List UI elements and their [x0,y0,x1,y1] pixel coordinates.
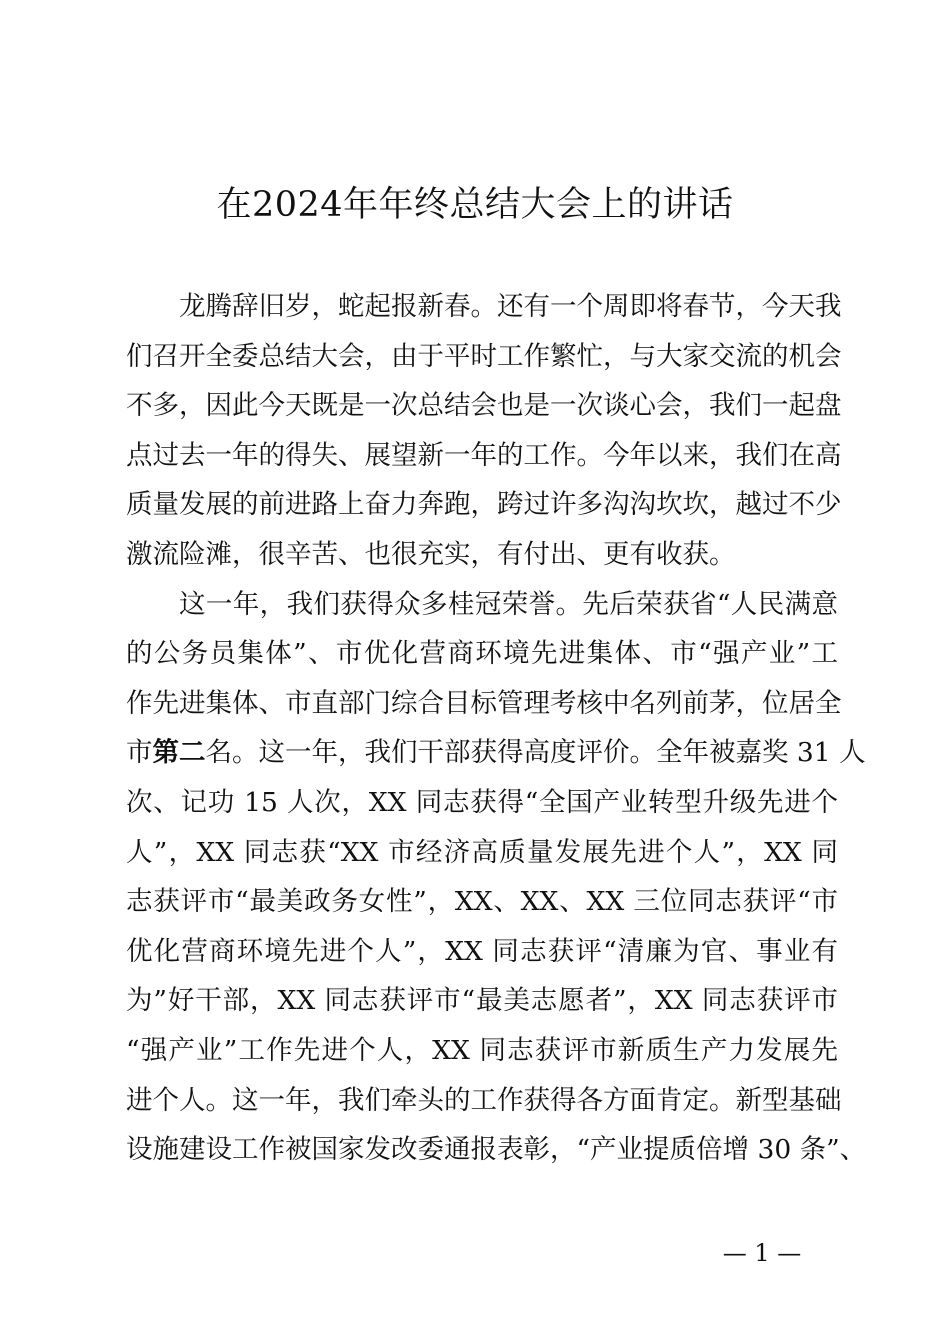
paragraph-line: 点过去一年的得失、展望新一年的工作。今年以来，我们在高 [126,439,842,471]
paragraph-line: 们召开全委总结大会，由于平时工作繁忙，与大家交流的机会 [126,340,842,372]
paragraph-line-with-emphasis [126,728,866,778]
paragraph-line: 作先进集体、市直部门综合目标管理考核中名列前茅，位居全 [126,687,842,719]
page-number: — 1 — [722,1239,802,1267]
paragraph-achievements [126,580,867,1175]
paragraph-line: 为”好干部，XX 同志获评市“最美志愿者”，XX 同志获评市 [126,985,838,1017]
paragraph-line: 的公务员集体”、市优化营商环境先进集体、市“强产业”工 [126,638,838,670]
paragraph-line: 质量发展的前进路上奋力奔跑，跨过许多沟沟坎坎，越过不少 [126,489,842,521]
paragraph-line: 不多，因此今天既是一次总结会也是一次谈心会，我们一起盘 [126,390,842,422]
line-suffix: 名。这一年，我们干部获得高度评价。全年被嘉奖 31 人 [205,737,866,769]
paragraph-line: 这一年，我们获得众多桂冠荣誉。先后荣获省“人民满意 [179,588,838,620]
paragraph-line: 人”，XX 同志获“XX 市经济高质量发展先进个人”，XX 同 [126,836,838,868]
paragraph-line: 志获评市“最美政务女性”，XX、XX、XX 三位同志获评“市 [126,886,838,918]
paragraph-line: 进个人。这一年，我们牵头的工作获得各方面肯定。新型基础 [126,1084,842,1116]
document-body [126,282,867,1175]
paragraph-line: 设施建设工作被国家发改委通报表彰，“产业提质倍增 30 条”、 [126,1134,867,1166]
document-title: 在2024年年终总结大会上的讲话 [216,185,734,225]
paragraph-line: “强产业”工作先进个人，XX 同志获评市新质生产力发展先 [126,1034,838,1066]
paragraph-line: 优化营商环境先进个人”，XX 同志获评“清廉为官、事业有 [126,935,838,967]
paragraph-line: 次、记功 15 人次，XX 同志获得“全国产业转型升级先进个 [126,786,838,818]
paragraph-line: 龙腾辞旧岁，蛇起报新春。还有一个周即将春节，今天我 [179,291,842,322]
emphasis-text: 第二 [152,737,206,769]
paragraph-opening [126,282,842,580]
paragraph-line: 激流险滩，很辛苦、也很充实，有付出、更有收获。 [126,538,736,570]
line-prefix: 市 [126,737,153,769]
